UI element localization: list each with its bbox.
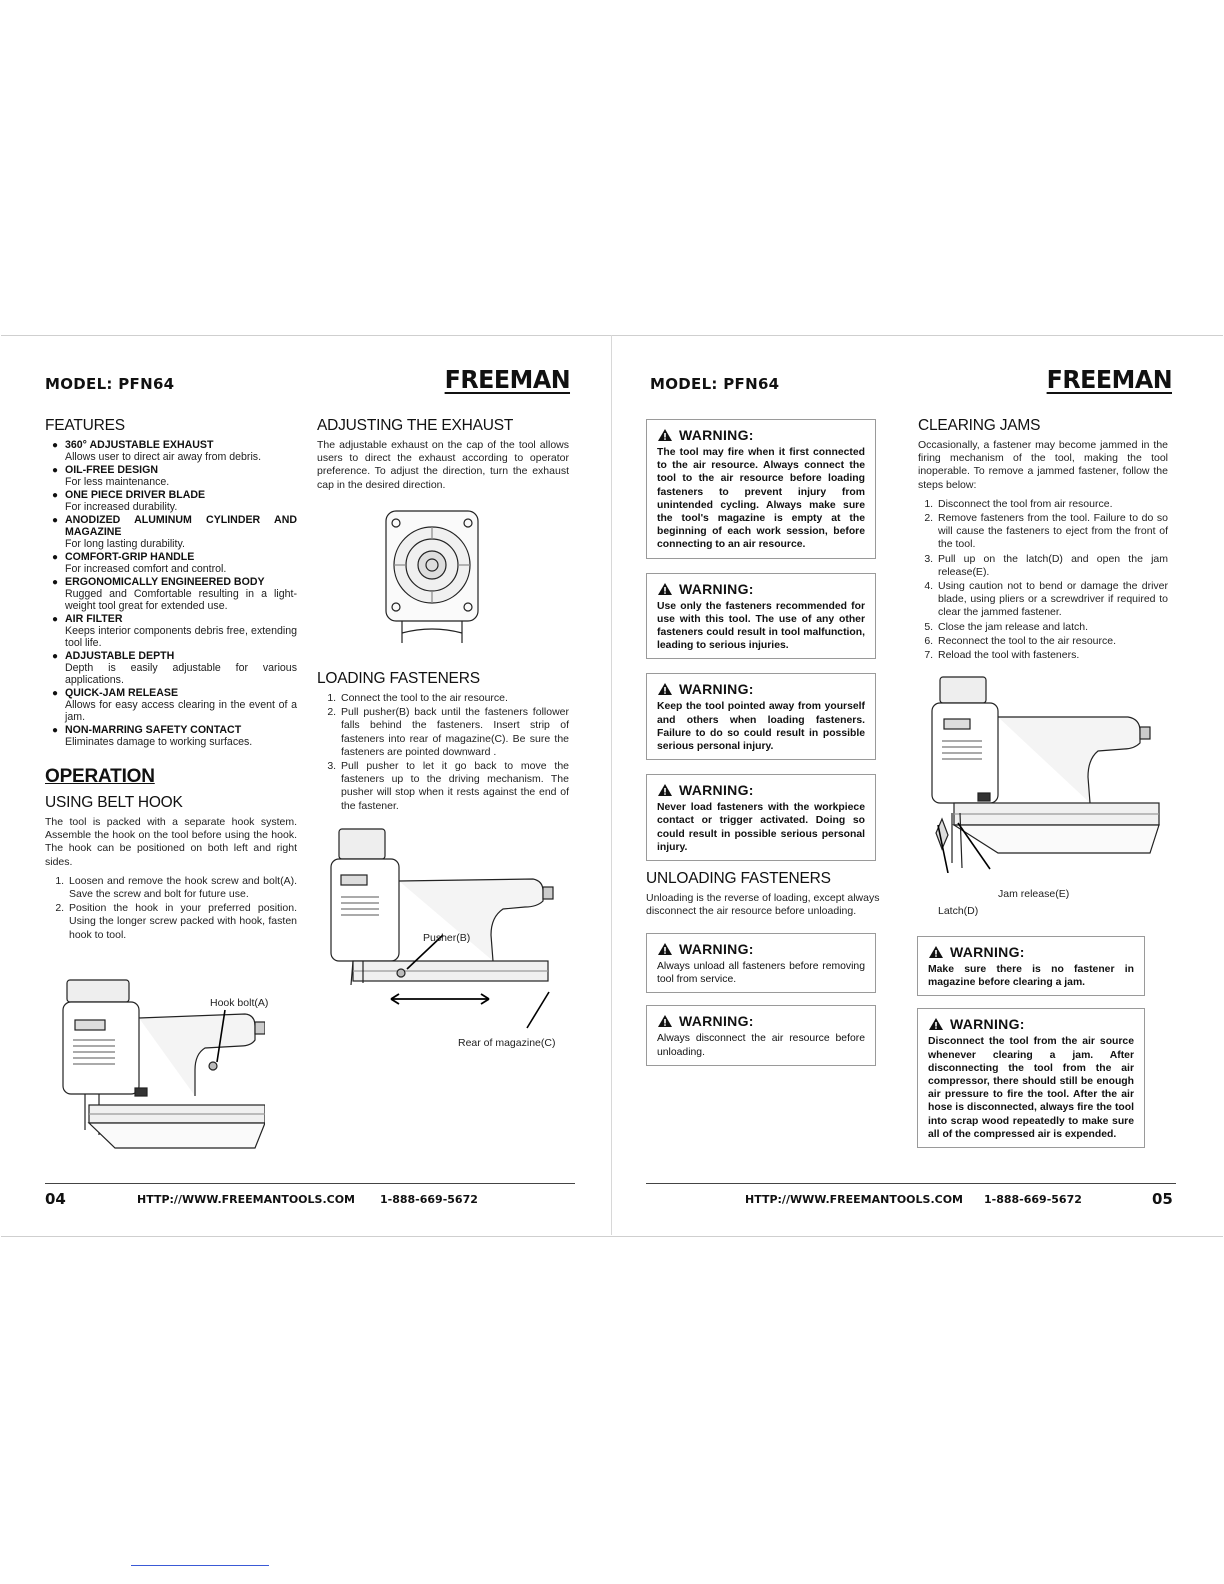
logo-text: FREEMAN [1046,365,1172,394]
unloading-heading: UNLOADING FASTENERS [646,870,831,887]
warning-text: Always disconnect the air resource before unloading. [657,1033,865,1058]
belt-hook-step: 2. Position the hook in your preferred position. Using the longer screw packed with hook, fasten hook to tool. [67,902,297,942]
loading-section [317,670,569,814]
warning-triangle-icon [657,582,673,596]
freeman-logo [1046,365,1172,394]
loading-step: 1. Connect the tool to the air resource. [339,692,569,705]
jams-step: 2. Remove fasteners from the tool. Failure to do so will cause the fasteners to eject from the front of the tool. [936,512,1168,552]
left-column [45,417,297,943]
jams-warnings [917,936,1145,1162]
right-column [317,417,569,498]
belt-hook-intro: The tool is packed with a separate hook system. Assemble the hook on the tool before using the hook. The hook can be positioned on both left and right sides. [45,816,297,868]
warning-box [646,573,876,660]
hook-bolt-label: Hook bolt(A) [210,997,269,1009]
belt-hook-step: 1. Loosen and remove the hook screw and bolt(A). Save the screw and bolt for future use. [67,875,297,901]
warning-triangle-icon [928,1017,944,1031]
warning-text: The tool may fire when it first connected to the air resource. Always connect the tool to the air resource before loading fasteners to prevent injury from unintended cycling. Always make sure the tool's magazine is empty at the beginning of each work session, before connecting to an air resource. [657,447,865,551]
feature-item: ● NON-MARRING SAFETY CONTACT Eliminates damage to working surfaces. [52,724,253,748]
warning-box [917,936,1145,996]
warning-text: Always unload all fasteners before removing tool from service. [657,961,865,986]
features-heading: FEATURES [45,417,125,434]
feature-item: ● AIR FILTER Keeps interior components debris free, extending tool life. [52,613,297,649]
pusher-arrow [385,992,495,1006]
page-number: 04 [45,1190,66,1208]
warning-box [646,419,876,559]
model-label: MODEL: PFN64 [45,375,175,393]
warning-title: WARNING: [950,1016,1025,1033]
loading-step: 3. Pull pusher to let it go back to move the fasteners up to the driving mechanism. The pusher will stop when it rests against the end of the fastener. [339,760,569,813]
model-label: MODEL: PFN64 [650,375,780,393]
warning-title: WARNING: [679,427,754,443]
feature-item: ● ERGONOMICALLY ENGINEERED BODY Rugged and Comfortable resulting in a light-weight tool great for extended use. [52,576,297,612]
jams-step: 1. Disconnect the tool from air resource. [936,498,1168,511]
warning-title: WARNING: [679,681,754,698]
magazine-pointer [523,990,553,1030]
jams-intro: Occasionally, a fastener may become jammed in the firing mechanism of the tool, making the tool inoperable. To remove a jammed fastener, follow the steps below: [918,439,1168,491]
unloading-warnings [646,933,876,1080]
warning-box [646,933,876,993]
warning-box [917,1008,1145,1148]
jams-heading: CLEARING JAMS [918,417,1041,434]
feature-item: ● OIL-FREE DESIGN For less maintenance. [52,464,170,488]
pusher-label: Pusher(B) [423,932,471,944]
warning-triangle-icon [928,945,944,959]
feature-item: ● QUICK-JAM RELEASE Allows for easy access clearing in the event of a jam. [52,687,297,723]
nailer-jam-figure [928,673,1168,873]
exhaust-cap-figure [382,507,482,647]
warning-text: Make sure there is no fastener in magazine before clearing a jam. [928,964,1134,989]
belt-hook-heading: USING BELT HOOK [45,794,183,811]
footer-rule [646,1183,1176,1184]
footer-url: HTTP://WWW.FREEMANTOOLS.COM [745,1193,964,1206]
freeman-logo [444,365,570,394]
warning-text: Use only the fasteners recommended for use with this tool. The use of any other fasteners could result in tool malfunction, leading to serious injuries. [657,600,865,652]
unloading-text: Unloading is the reverse of loading, except always disconnect the air resource before unloading. [646,892,880,918]
logo-text: FREEMAN [444,365,570,394]
page-05 [646,335,1180,1235]
feature-item: ● COMFORT-GRIP HANDLE For increased comfort and control. [52,551,227,575]
warning-text: Disconnect the tool from the air source whenever clearing a jam. After disconnecting the tool from the air compressor, there should still be enough air pressure to fire the tool. After the air hose is disconnected, always fire the tool into scrap wood repeatedly to make sure all of the compressed air is expended. [928,1036,1134,1140]
warning-triangle-icon [657,428,673,442]
warning-title: WARNING: [950,944,1025,960]
warning-text: Never load fasteners with the workpiece contact or trigger activated. Doing so could result in possible serious personal injury. [657,802,865,853]
warning-box [646,673,876,760]
feature-item: ● 360° ADJUSTABLE EXHAUST Allows user to direct air away from debris. [52,439,262,463]
jam-release-label: Jam release(E) [998,888,1070,900]
operation-heading: OPERATION [45,766,155,787]
warning-box [646,1005,876,1065]
warning-text: Keep the tool pointed away from yourself and others when loading fasteners. Failure to do so could result in possible serious personal injury. [657,701,865,753]
belt-hook-steps [45,875,297,942]
latch-label: Latch(D) [938,905,979,917]
jams-steps [918,498,1168,662]
warning-title: WARNING: [679,782,754,799]
warning-triangle-icon [657,682,673,696]
jams-step: 3. Pull up on the latch(D) and open the jam release(E). [936,553,1168,579]
page-fold [611,335,612,1235]
warning-triangle-icon [657,1014,673,1028]
jams-step: 5. Close the jam release and latch. [936,621,1168,634]
stray-link-underline [131,1565,269,1566]
footer-url: HTTP://WWW.FREEMANTOOLS.COM [137,1193,356,1206]
warning-triangle-icon [657,942,673,956]
jams-step: 6. Reconnect the tool to the air resource. [936,635,1168,648]
unloading-section [646,870,898,924]
warning-box [646,774,876,861]
page-number: 05 [1152,1190,1173,1208]
feature-item: ● ADJUSTABLE DEPTH Depth is easily adjustable for various applications. [52,650,297,686]
warning-triangle-icon [657,783,673,797]
warning-title: WARNING: [679,580,754,597]
exhaust-heading: ADJUSTING THE EXHAUST [317,417,514,434]
exhaust-text: The adjustable exhaust on the cap of the tool allows users to direct the exhaust according to operator preference. To adjust the direction, turn the exhaust cap in the desired direction. [317,439,569,491]
loading-warnings [646,419,876,875]
clearing-jams-section [918,417,1168,663]
jams-step: 7. Reload the tool with fasteners. [936,649,1168,662]
loading-heading: LOADING FASTENERS [317,670,480,687]
jams-step: 4. Using caution not to bend or damage the driver blade, using pliers or a screwdriver if required to clear the jammed fastener. [936,580,1168,620]
features-list [45,439,297,748]
feature-item: ● ANODIZED ALUMINUM CYLINDER AND MAGAZINE For long lasting durability. [52,514,297,550]
footer-phone: 1-888-669-5672 [984,1193,1082,1206]
warning-title: WARNING: [679,941,754,957]
nailer-pusher-figure [323,825,558,985]
feature-item: ● ONE PIECE DRIVER BLADE For increased durability. [52,489,206,513]
page-04 [45,335,575,1235]
loading-steps [317,692,569,813]
warning-title: WARNING: [679,1013,754,1030]
loading-step: 2. Pull pusher(B) back until the fasteners follower falls behind the fasteners. Insert strip of fasteners into rear of magazine(C). Be sure the fasteners are pointed downward . [339,706,569,759]
magazine-label: Rear of magazine(C) [458,1037,556,1049]
footer-phone: 1-888-669-5672 [380,1193,478,1206]
footer-rule [45,1183,575,1184]
